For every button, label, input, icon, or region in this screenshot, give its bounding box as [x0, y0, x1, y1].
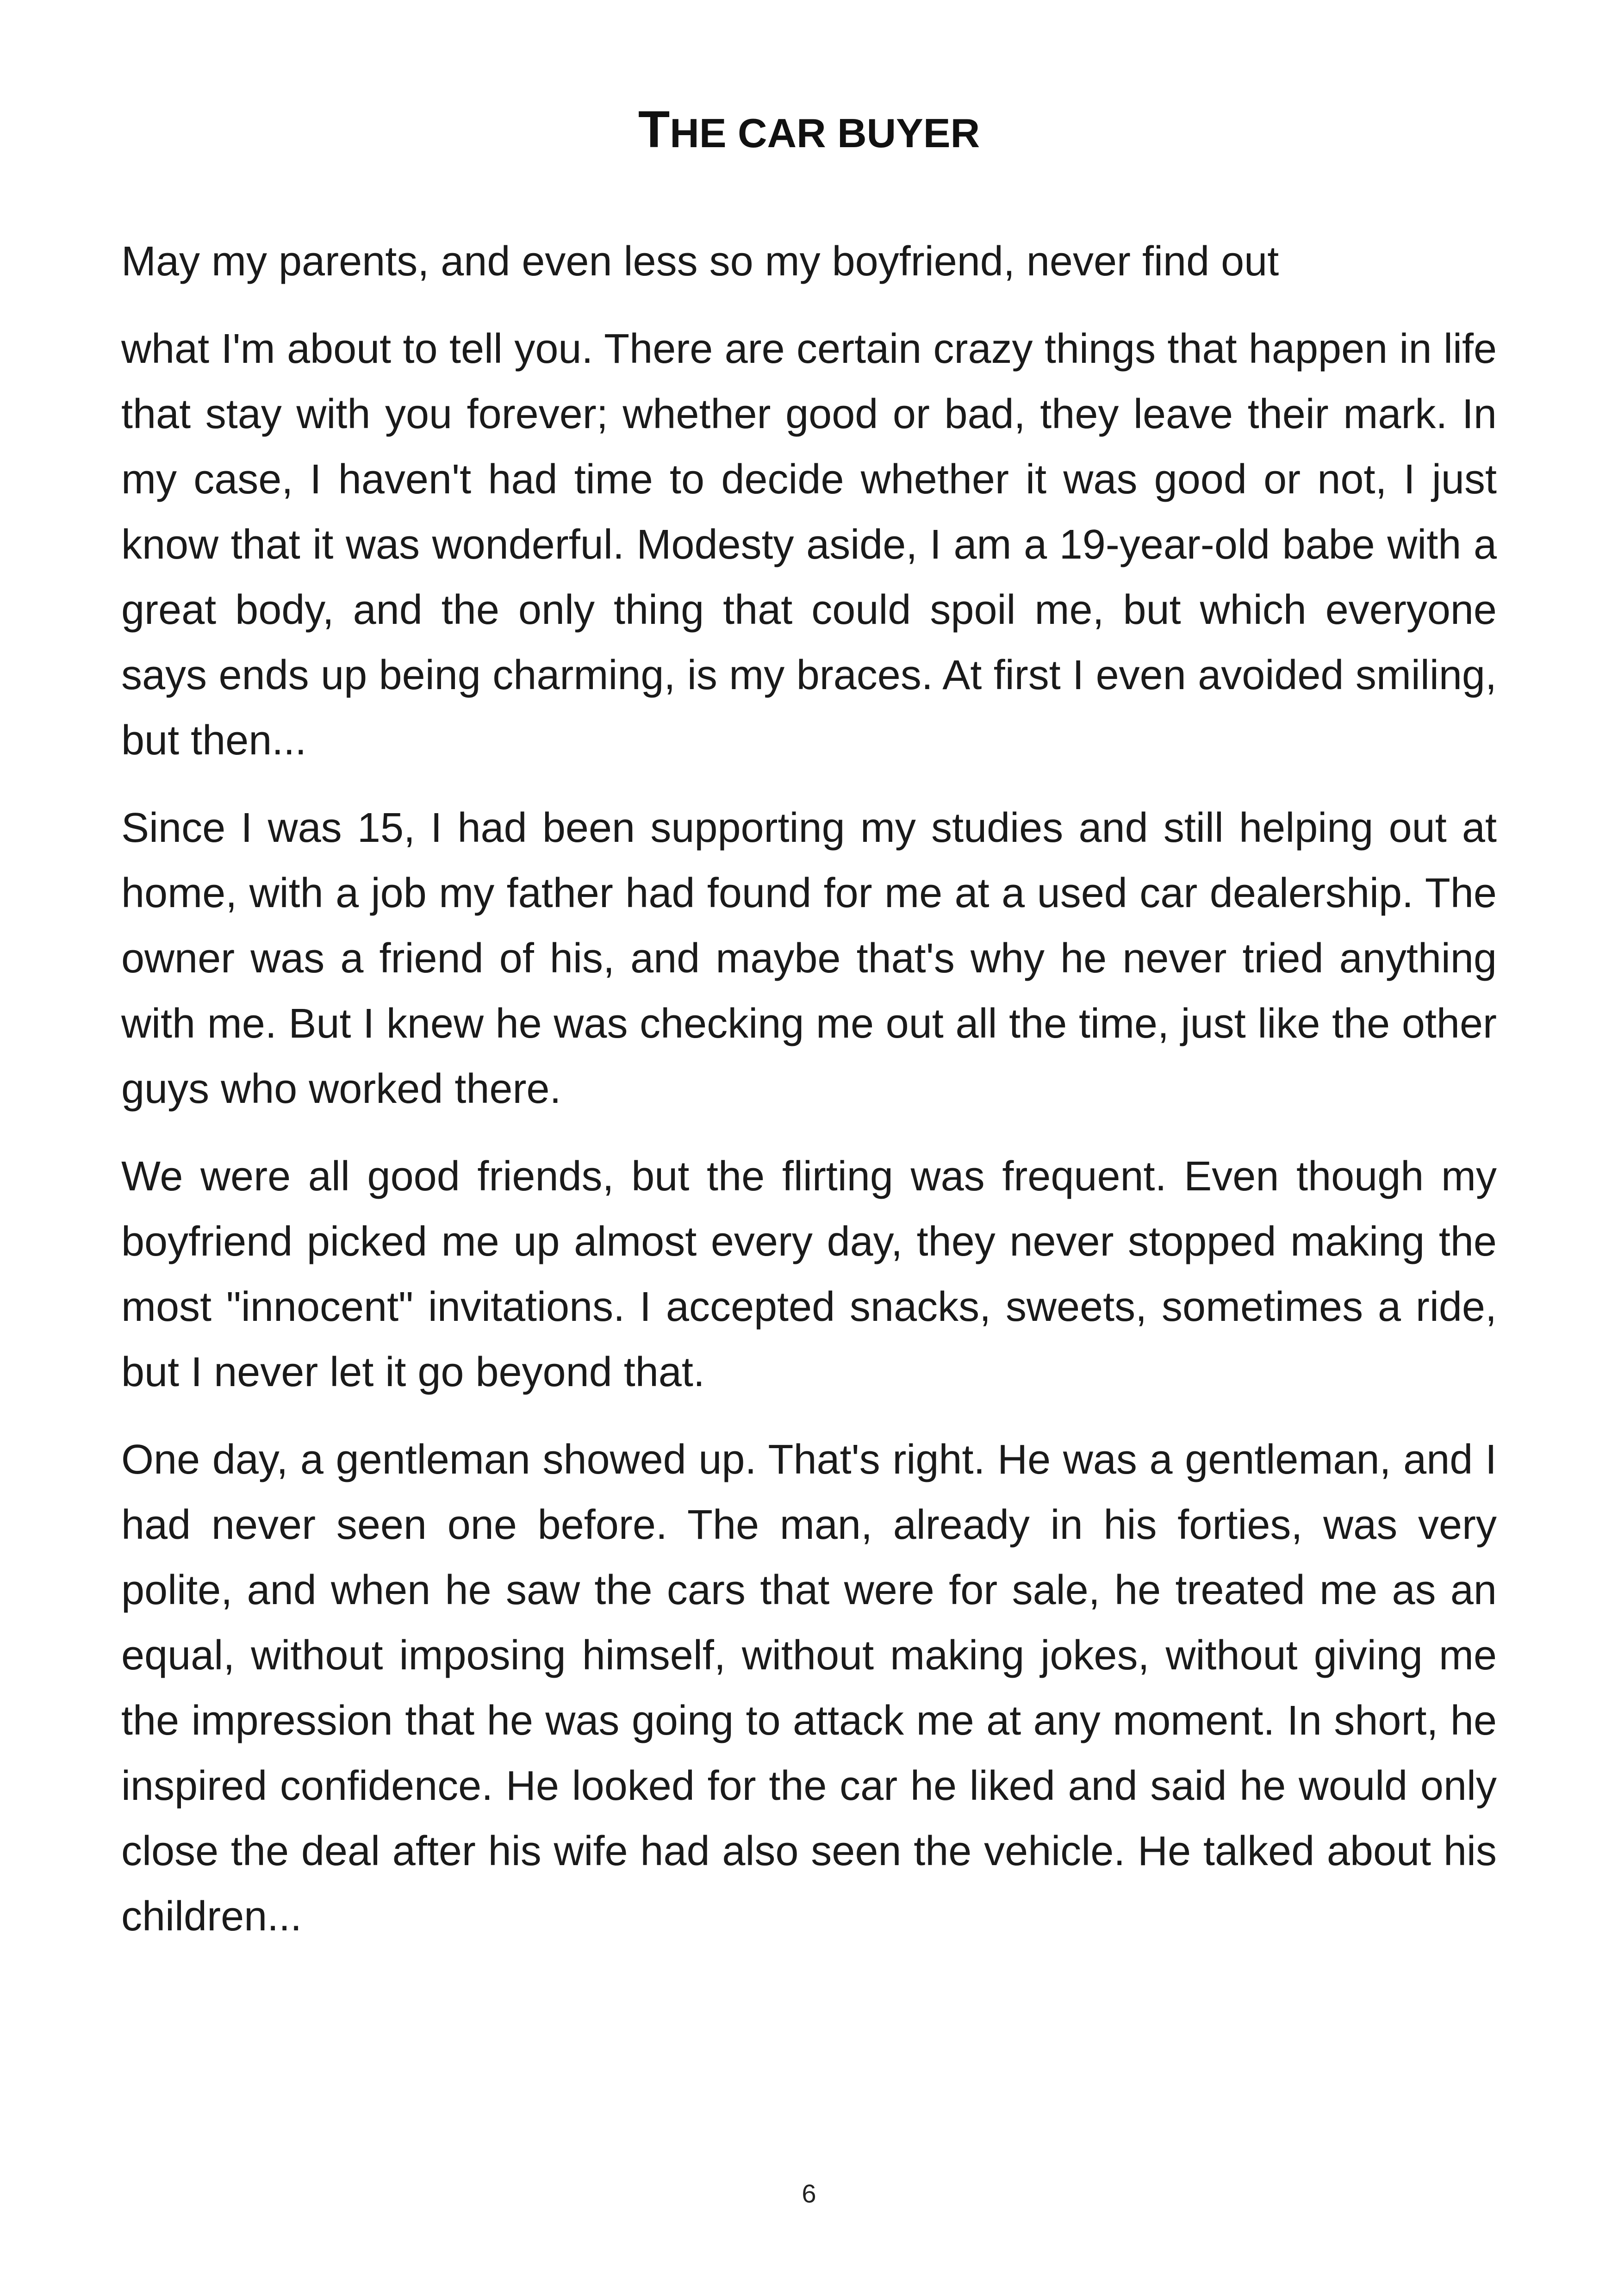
paragraph: May my parents, and even less so my boyfriend, never find out — [121, 238, 1279, 285]
title-rest: HE CAR BUYER — [670, 110, 980, 156]
page-number: 6 — [802, 2179, 816, 2208]
chapter-title — [0, 93, 1618, 170]
body-text — [121, 229, 1497, 1972]
paragraph: Since I was 15, I had been supporting my studies and still helping out at home, with a job my father had found for me at a used car dealership. The owner was a friend of his, and maybe that's why he never tried anything with me. But I knew he was checking me out all the time, just like the other guys who worked there. — [121, 805, 1497, 1112]
paragraph: what I'm about to tell you. There are certain crazy things that happen in life that stay with you forever; whether good or bad, they leave their mark. In my case, I haven't had time to decide whether it was good or not, I just know that it was wonderful. Modesty aside, I am a 19-year-old babe with a great body, and the only thing that could spoil me, but which everyone says ends up being charming, is my braces. At first I even avoided smiling, but then... — [121, 326, 1497, 764]
paragraph: One day, a gentleman showed up. That's right. He was a gentleman, and I had never seen one before. The man, already in his forties, was very polite, and when he saw the cars that were for sale, he treated me as an equal, without imposing himself, without making jokes, without giving me the impression that he was going to attack me at any moment. In short, he inspired confidence. He looked for the car he liked and said he would only close the deal after his wife had also seen the vehicle. He talked about his children... — [121, 1437, 1497, 1940]
paragraph: We were all good friends, but the flirting was frequent. Even though my boyfriend picked me up almost every day, they never stopped making the most "innocent" invitations. I accepted snacks, sweets, sometimes a ride, but I never let it go beyond that. — [121, 1153, 1497, 1395]
title-initial: T — [638, 100, 670, 158]
